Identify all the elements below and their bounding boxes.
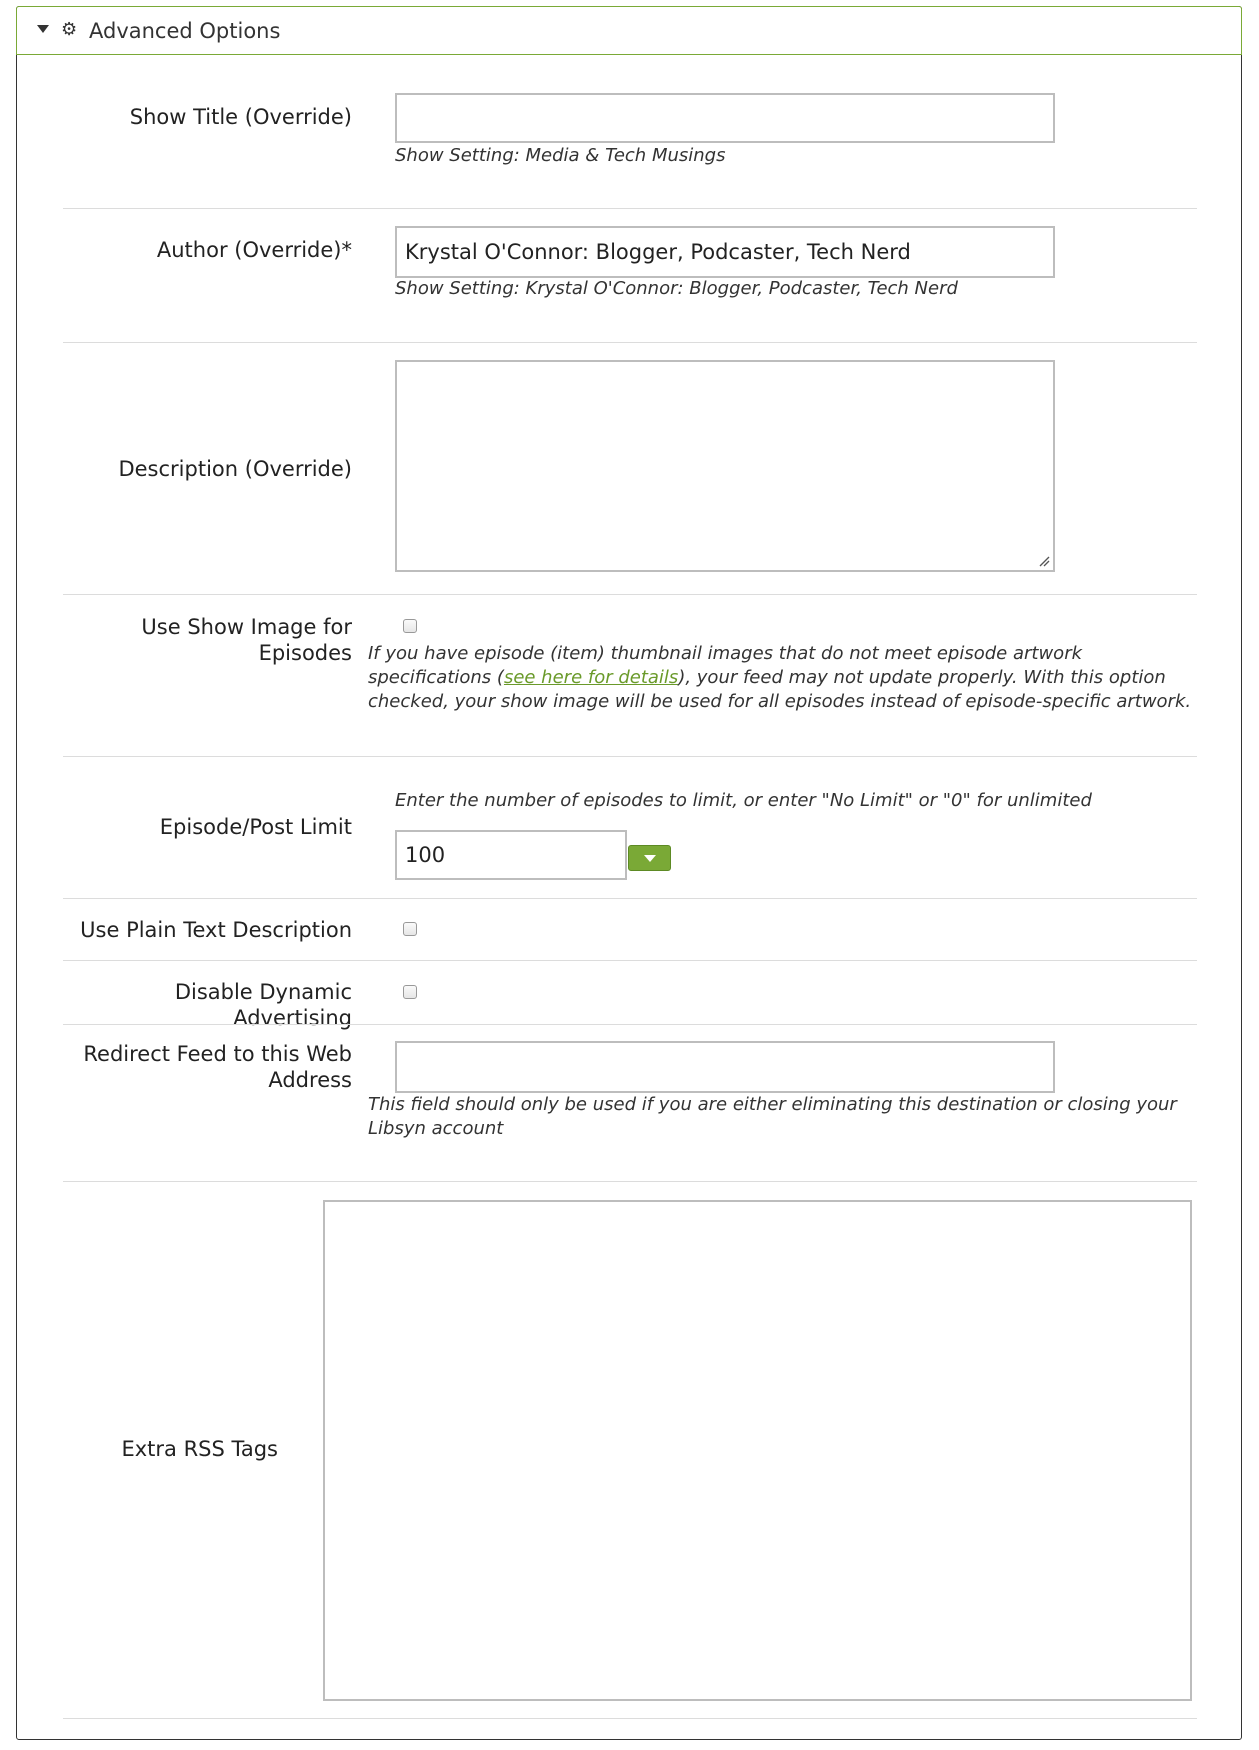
author-input-value: Krystal O'Connor: Blogger, Podcaster, Tech Nerd bbox=[405, 240, 911, 264]
plain-text-label: Use Plain Text Description bbox=[80, 918, 352, 942]
divider bbox=[63, 342, 1197, 343]
episode-limit-input[interactable] bbox=[395, 830, 627, 880]
extra-rss-label: Extra RSS Tags bbox=[121, 1437, 278, 1461]
episode-limit-hint: Enter the number of episodes to limit, or enter "No Limit" or "0" for unlimited bbox=[395, 790, 1092, 811]
divider bbox=[63, 1181, 1197, 1182]
show-image-hint: If you have episode (item) thumbnail images that do not meet episode artwork specifications (see here for details), your feed may not update properly. With this option checked, your show image will be used for all episodes instead of episode-specific artwork. bbox=[368, 643, 1192, 712]
episode-limit-value: 100 bbox=[405, 843, 446, 867]
redirect-hint: This field should only be used if you are either eliminating this destination or closing your Libsyn account bbox=[368, 1094, 1177, 1139]
divider bbox=[63, 1718, 1197, 1719]
dynamic-ads-checkbox[interactable] bbox=[403, 985, 417, 999]
panel-title: Advanced Options bbox=[89, 19, 281, 43]
caret-down-icon bbox=[644, 855, 656, 862]
dynamic-ads-label: Disable Dynamic Advertising bbox=[174, 980, 352, 1030]
divider bbox=[63, 898, 1197, 899]
caret-down-icon[interactable] bbox=[37, 25, 49, 33]
show-title-input[interactable] bbox=[395, 93, 1055, 143]
divider bbox=[63, 960, 1197, 961]
divider bbox=[63, 594, 1197, 595]
redirect-input[interactable] bbox=[395, 1041, 1055, 1093]
description-label: Description (Override) bbox=[118, 457, 352, 481]
description-textarea[interactable] bbox=[395, 360, 1055, 572]
show-title-hint: Show Setting: Media & Tech Musings bbox=[395, 145, 726, 166]
plain-text-checkbox[interactable] bbox=[403, 922, 417, 936]
show-image-label: Use Show Image for Episodes bbox=[141, 615, 352, 665]
author-label: Author (Override)* bbox=[156, 238, 352, 262]
resize-handle-icon[interactable] bbox=[1038, 555, 1050, 567]
gear-icon: ⚙ bbox=[61, 19, 78, 40]
show-title-label: Show Title (Override) bbox=[129, 105, 352, 129]
extra-rss-textarea[interactable] bbox=[323, 1200, 1192, 1701]
advanced-options-header[interactable] bbox=[16, 6, 1242, 55]
show-image-checkbox[interactable] bbox=[403, 619, 417, 633]
author-hint: Show Setting: Krystal O'Connor: Blogger, Podcaster, Tech Nerd bbox=[395, 278, 958, 299]
see-details-link[interactable]: see here for details bbox=[503, 667, 679, 688]
episode-limit-dropdown-button[interactable] bbox=[628, 845, 671, 871]
divider bbox=[63, 756, 1197, 757]
redirect-label: Redirect Feed to this Web Address bbox=[83, 1042, 352, 1092]
episode-limit-label: Episode/Post Limit bbox=[159, 815, 352, 839]
author-input[interactable] bbox=[395, 226, 1055, 278]
divider bbox=[63, 208, 1197, 209]
divider bbox=[63, 1024, 1197, 1025]
